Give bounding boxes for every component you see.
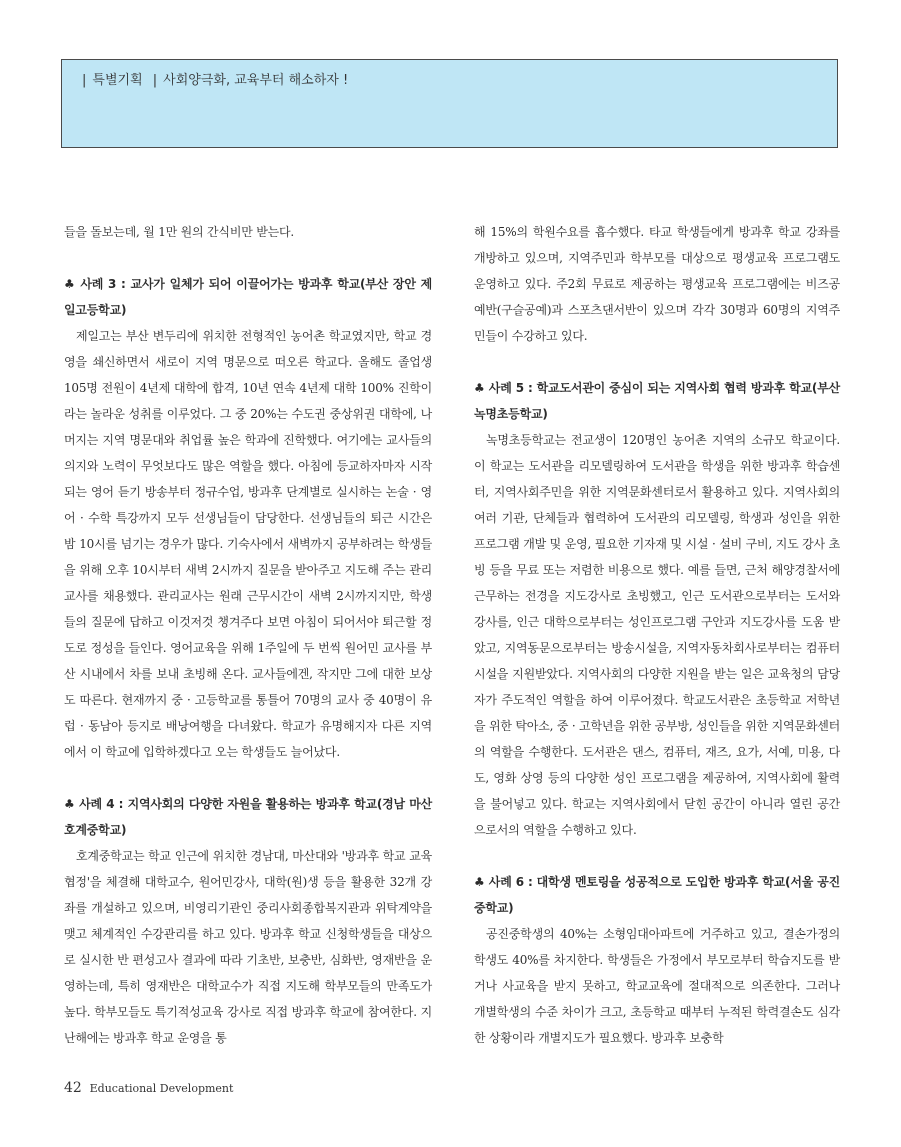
section-subtitle: 사회양극화, 교육부터 해소하자 ! [163, 73, 349, 88]
left-column [64, 219, 432, 1051]
case-heading-4: ♣ 사례 4 : 지역사회의 다양한 자원을 활용하는 방과후 학교(경남 마산 호계중학교) [64, 797, 432, 837]
case-body-3: 제일고는 부산 변두리에 위치한 전형적인 농어촌 학교였지만, 학교 경영을 쇄신하면서 새로이 지역 명문으로 떠오른 학교다. 올해도 졸업생 105명 전원이 4년제 대학에 합격, 10년 연속 4년제 대학 100% 진학이라는 놀라운 성취를 이루었다. 그 중 20%는 수도권 중상위권 대학에, 나머지는 지역 명문대와 취업률 높은 학과에 진학했다. 여기에는 교사들의 의지와 노력이 무엇보다도 많은 역할을 했다. 아침에 등교하자마자 시작되는 영어 듣기 방송부터 정규수업, 방과후 단계별로 실시하는 논술 · 영어 · 수학 특강까지 모두 선생님들이 담당한다. 선생님들의 퇴근 시간은 밤 10시를 넘기는 경우가 많다. 기숙사에서 새벽까지 공부하려는 학생들을 위해 오후 10시부터 새벽 2시까지 질문을 받아주고 지도해 주는 관리교사를 채용했다. 관리교사는 원래 근무시간이 새벽 2시까지지만, 학생들의 질문에 답하고 이것저것 챙겨주다 보면 아침이 되어서야 퇴근할 정도로 정성을 들인다. 영어교육을 위해 1주일에 두 번씩 원어민 교사를 부산 시내에서 차를 보내 초빙해 온다. 교사들에겐, 작지만 그에 대한 보상도 따른다. 현재까지 중 · 고등학교를 통틀어 70명의 교사 중 40명이 유럽 · 동남아 등지로 배낭여행을 다녀왔다. 학교가 유명해지자 다른 지역에서 이 학교에 입학하겠다고 오는 학생들도 늘어났다. [64, 329, 432, 759]
case-body-4: 호계중학교는 학교 인근에 위치한 경남대, 마산대와 '방과후 학교 교육협정'을 체결해 대학교수, 원어민강사, 대학(원)생 등을 활용한 32개 강좌를 개설하고 있으며, 비영리기관인 중리사회종합복지관과 위탁계약을 맺고 체계적인 수강관리를 하고 있다. 방과후 학교 신청학생들을 대상으로 실시한 반 편성고사 결과에 따라 기초반, 보충반, 심화반, 영재반을 운영하는데, 특히 영재반은 대학교수가 직접 지도해 학부모들의 만족도가 높다. 학부모들도 특기적성교육 강사로 직접 방과후 학교에 참여한다. 지난해에는 방과후 학교 운영을 통 [64, 849, 432, 1045]
divider: | [152, 73, 158, 88]
case-heading-6: ♣ 사례 6 : 대학생 멘토링을 성공적으로 도입한 방과후 학교(서울 공진중학교) [474, 875, 840, 915]
page-number: 42 [64, 1080, 82, 1096]
section-header [82, 69, 348, 88]
paragraph: 들을 돌보는데, 월 1만 원의 간식비만 받는다. [64, 225, 295, 239]
case-body-5: 녹명초등학교는 전교생이 120명인 농어촌 지역의 소규모 학교이다. 이 학교는 도서관을 리모델링하여 도서관을 학생을 위한 방과후 학습센터, 지역사회주민을 위한 지역문화센터로서 활용하고 있다. 지역사회의 여러 기관, 단체들과 협력하여 도서관의 리모델링, 학생과 성인을 위한 프로그램 개발 및 운영, 필요한 기자재 및 시설 · 설비 구비, 지도 강사 초빙 등을 무료 또는 저렴한 비용으로 했다. 예를 들면, 근처 해양경찰서에 근무하는 전경을 지도강사로 초빙했고, 인근 도서관으로부터는 도서와 강사를, 인근 대학으로부터는 성인프로그램 구안과 지도강사를 도움 받았고, 지역동문으로부터는 방송시설을, 지역자동차회사로부터는 컴퓨터 시설을 지원받았다. 지역사회의 다양한 지원을 받는 일은 교육청의 담당자가 주도적인 역할을 하여 이루어졌다. 학교도서관은 초등학교 저학년을 위한 탁아소, 중 · 고학년을 위한 공부방, 성인들을 위한 지역문화센터의 역할을 수행한다. 도서관은 댄스, 컴퓨터, 재즈, 요가, 서예, 미용, 다도, 영화 상영 등의 다양한 성인 프로그램을 제공하여, 지역사회에 활력을 불어넣고 있다. 학교는 지역사회에서 닫힌 공간이 아니라 열린 공간으로서의 역할을 수행하고 있다. [474, 433, 840, 837]
section-label: 특별기획 [92, 73, 143, 88]
divider: | [82, 73, 87, 88]
case-heading-5: ♣ 사례 5 : 학교도서관이 중심이 되는 지역사회 협력 방과후 학교(부산 녹명초등학교) [474, 381, 840, 421]
page-footer [64, 1080, 233, 1096]
case-heading-3: ♣ 사례 3 : 교사가 일체가 되어 이끌어가는 방과후 학교(부산 장안 제일고등학교) [64, 277, 432, 317]
paragraph: 해 15%의 학원수요를 흡수했다. 타교 학생들에게 방과후 학교 강좌를 개방하고 있으며, 지역주민과 학부모를 대상으로 평생교육 프로그램도 운영하고 있다. 주2회 무료로 제공하는 평생교육 프로그램에는 비즈공예반(구슬공예)과 스포츠댄서반이 있으며 각각 30명과 60명의 지역주민들이 수강하고 있다. [474, 225, 840, 343]
case-body-6: 공진중학생의 40%는 소형임대아파트에 거주하고 있고, 결손가정의 학생도 40%를 차지한다. 학생들은 가정에서 부모로부터 학습지도를 받거나 사교육을 받지 못하고, 학교교육에 절대적으로 의존한다. 그러나 개별학생의 수준 차이가 크고, 초등학교 때부터 누적된 학력결손도 심각한 상황이라 개별지도가 필요했다. 방과후 보충학 [474, 927, 840, 1045]
right-column [474, 219, 840, 1051]
publication-title: Educational Development [89, 1082, 234, 1095]
section-header-box [61, 59, 838, 148]
